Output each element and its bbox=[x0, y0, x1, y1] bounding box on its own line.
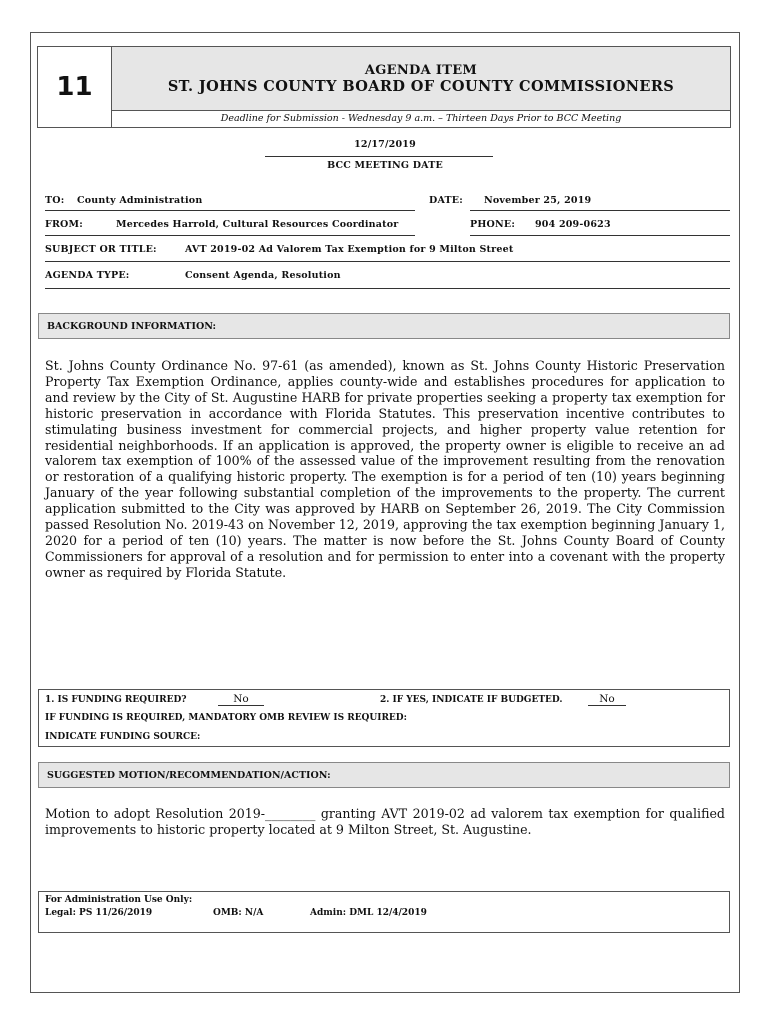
motion-heading: SUGGESTED MOTION/RECOMMENDATION/ACTION: bbox=[38, 762, 730, 788]
to-rule bbox=[45, 210, 415, 211]
to-label: TO: bbox=[45, 195, 65, 206]
background-heading: BACKGROUND INFORMATION: bbox=[38, 313, 730, 339]
subject-label: SUBJECT OR TITLE: bbox=[45, 244, 157, 255]
header-title-line2: ST. JOHNS COUNTY BOARD OF COUNTY COMMISSIONERS bbox=[167, 78, 675, 95]
phone-rule bbox=[470, 235, 730, 236]
meeting-date-rule bbox=[265, 156, 493, 157]
motion-text: Motion to adopt Resolution 2019-________ granting AVT 2019-02 ad valorem tax exemption for qualified improvements to historic property located at 9 Milton Street, St. Augustine. bbox=[45, 806, 725, 837]
phone-label: PHONE: bbox=[470, 219, 516, 230]
funding-source-label: INDICATE FUNDING SOURCE: bbox=[45, 732, 201, 742]
to-value: County Administration bbox=[77, 195, 203, 206]
meeting-date: 12/17/2019 bbox=[354, 139, 416, 150]
admin-omb: OMB: N/A bbox=[213, 908, 264, 918]
admin-legal: Legal: PS 11/26/2019 bbox=[45, 908, 153, 918]
omb-review-note: IF FUNDING IS REQUIRED, MANDATORY OMB REVIEW IS REQUIRED: bbox=[45, 713, 407, 723]
meeting-date-label: BCC MEETING DATE bbox=[327, 160, 443, 171]
funding-q2-label: 2. IF YES, INDICATE IF BUDGETED. bbox=[380, 695, 563, 705]
from-rule bbox=[45, 235, 415, 236]
phone-value: 904 209-0623 bbox=[535, 219, 611, 230]
agenda-type-value: Consent Agenda, Resolution bbox=[185, 270, 341, 281]
submission-deadline: Deadline for Submission - Wednesday 9 a.m. – Thirteen Days Prior to BCC Meeting bbox=[112, 110, 731, 128]
agenda-type-rule bbox=[45, 288, 730, 289]
header-title-box bbox=[112, 46, 731, 111]
funding-q2-value: No bbox=[588, 693, 626, 706]
funding-q1-label: 1. IS FUNDING REQUIRED? bbox=[45, 695, 187, 705]
funding-q1-value: No bbox=[218, 693, 264, 706]
subject-value: AVT 2019-02 Ad Valorem Tax Exemption for 9 Milton Street bbox=[185, 244, 514, 255]
admin-admin: Admin: DML 12/4/2019 bbox=[310, 908, 427, 918]
date-value: November 25, 2019 bbox=[484, 195, 592, 206]
admin-heading: For Administration Use Only: bbox=[45, 895, 193, 905]
agenda-type-label: AGENDA TYPE: bbox=[45, 270, 130, 281]
subject-rule bbox=[45, 261, 730, 262]
header-title-line1: AGENDA ITEM bbox=[364, 63, 478, 78]
from-label: FROM: bbox=[45, 219, 83, 230]
date-rule bbox=[470, 210, 730, 211]
from-value: Mercedes Harrold, Cultural Resources Coordinator bbox=[116, 219, 399, 230]
agenda-item-number: 11 bbox=[37, 46, 112, 128]
date-label: DATE: bbox=[429, 195, 463, 206]
background-text: St. Johns County Ordinance No. 97-61 (as amended), known as St. Johns County Historic Preservation Property Tax Exemption Ordinance, applies county-wide and establishes procedures for application to and review by the City of St. Augustine HARB for private properties seeking a property tax exemption for historic preservation in accordance with Florida Statutes. This preservation incentive contributes to stimulating business investment for commercial projects, and higher property value retention for residential neighborhoods. If an application is approved, the property owner is eligible to receive an ad valorem tax exemption of 100% of the assessed value of the improvement resulting from the renovation or restoration of a qualifying historic property. The exemption is for a period of ten (10) years beginning January of the year following substantial completion of the improvements to the property. The current application submitted to the City was approved by HARB on September 26, 2019. The City Commission passed Resolution No. 2019-43 on November 12, 2019, approving the tax exemption beginning January 1, 2020 for a period of ten (10) years. The matter is now before the St. Johns County Board of County Commissioners for approval of a resolution and for permission to enter into a covenant with the property owner as required by Florida Statute. bbox=[45, 358, 725, 580]
